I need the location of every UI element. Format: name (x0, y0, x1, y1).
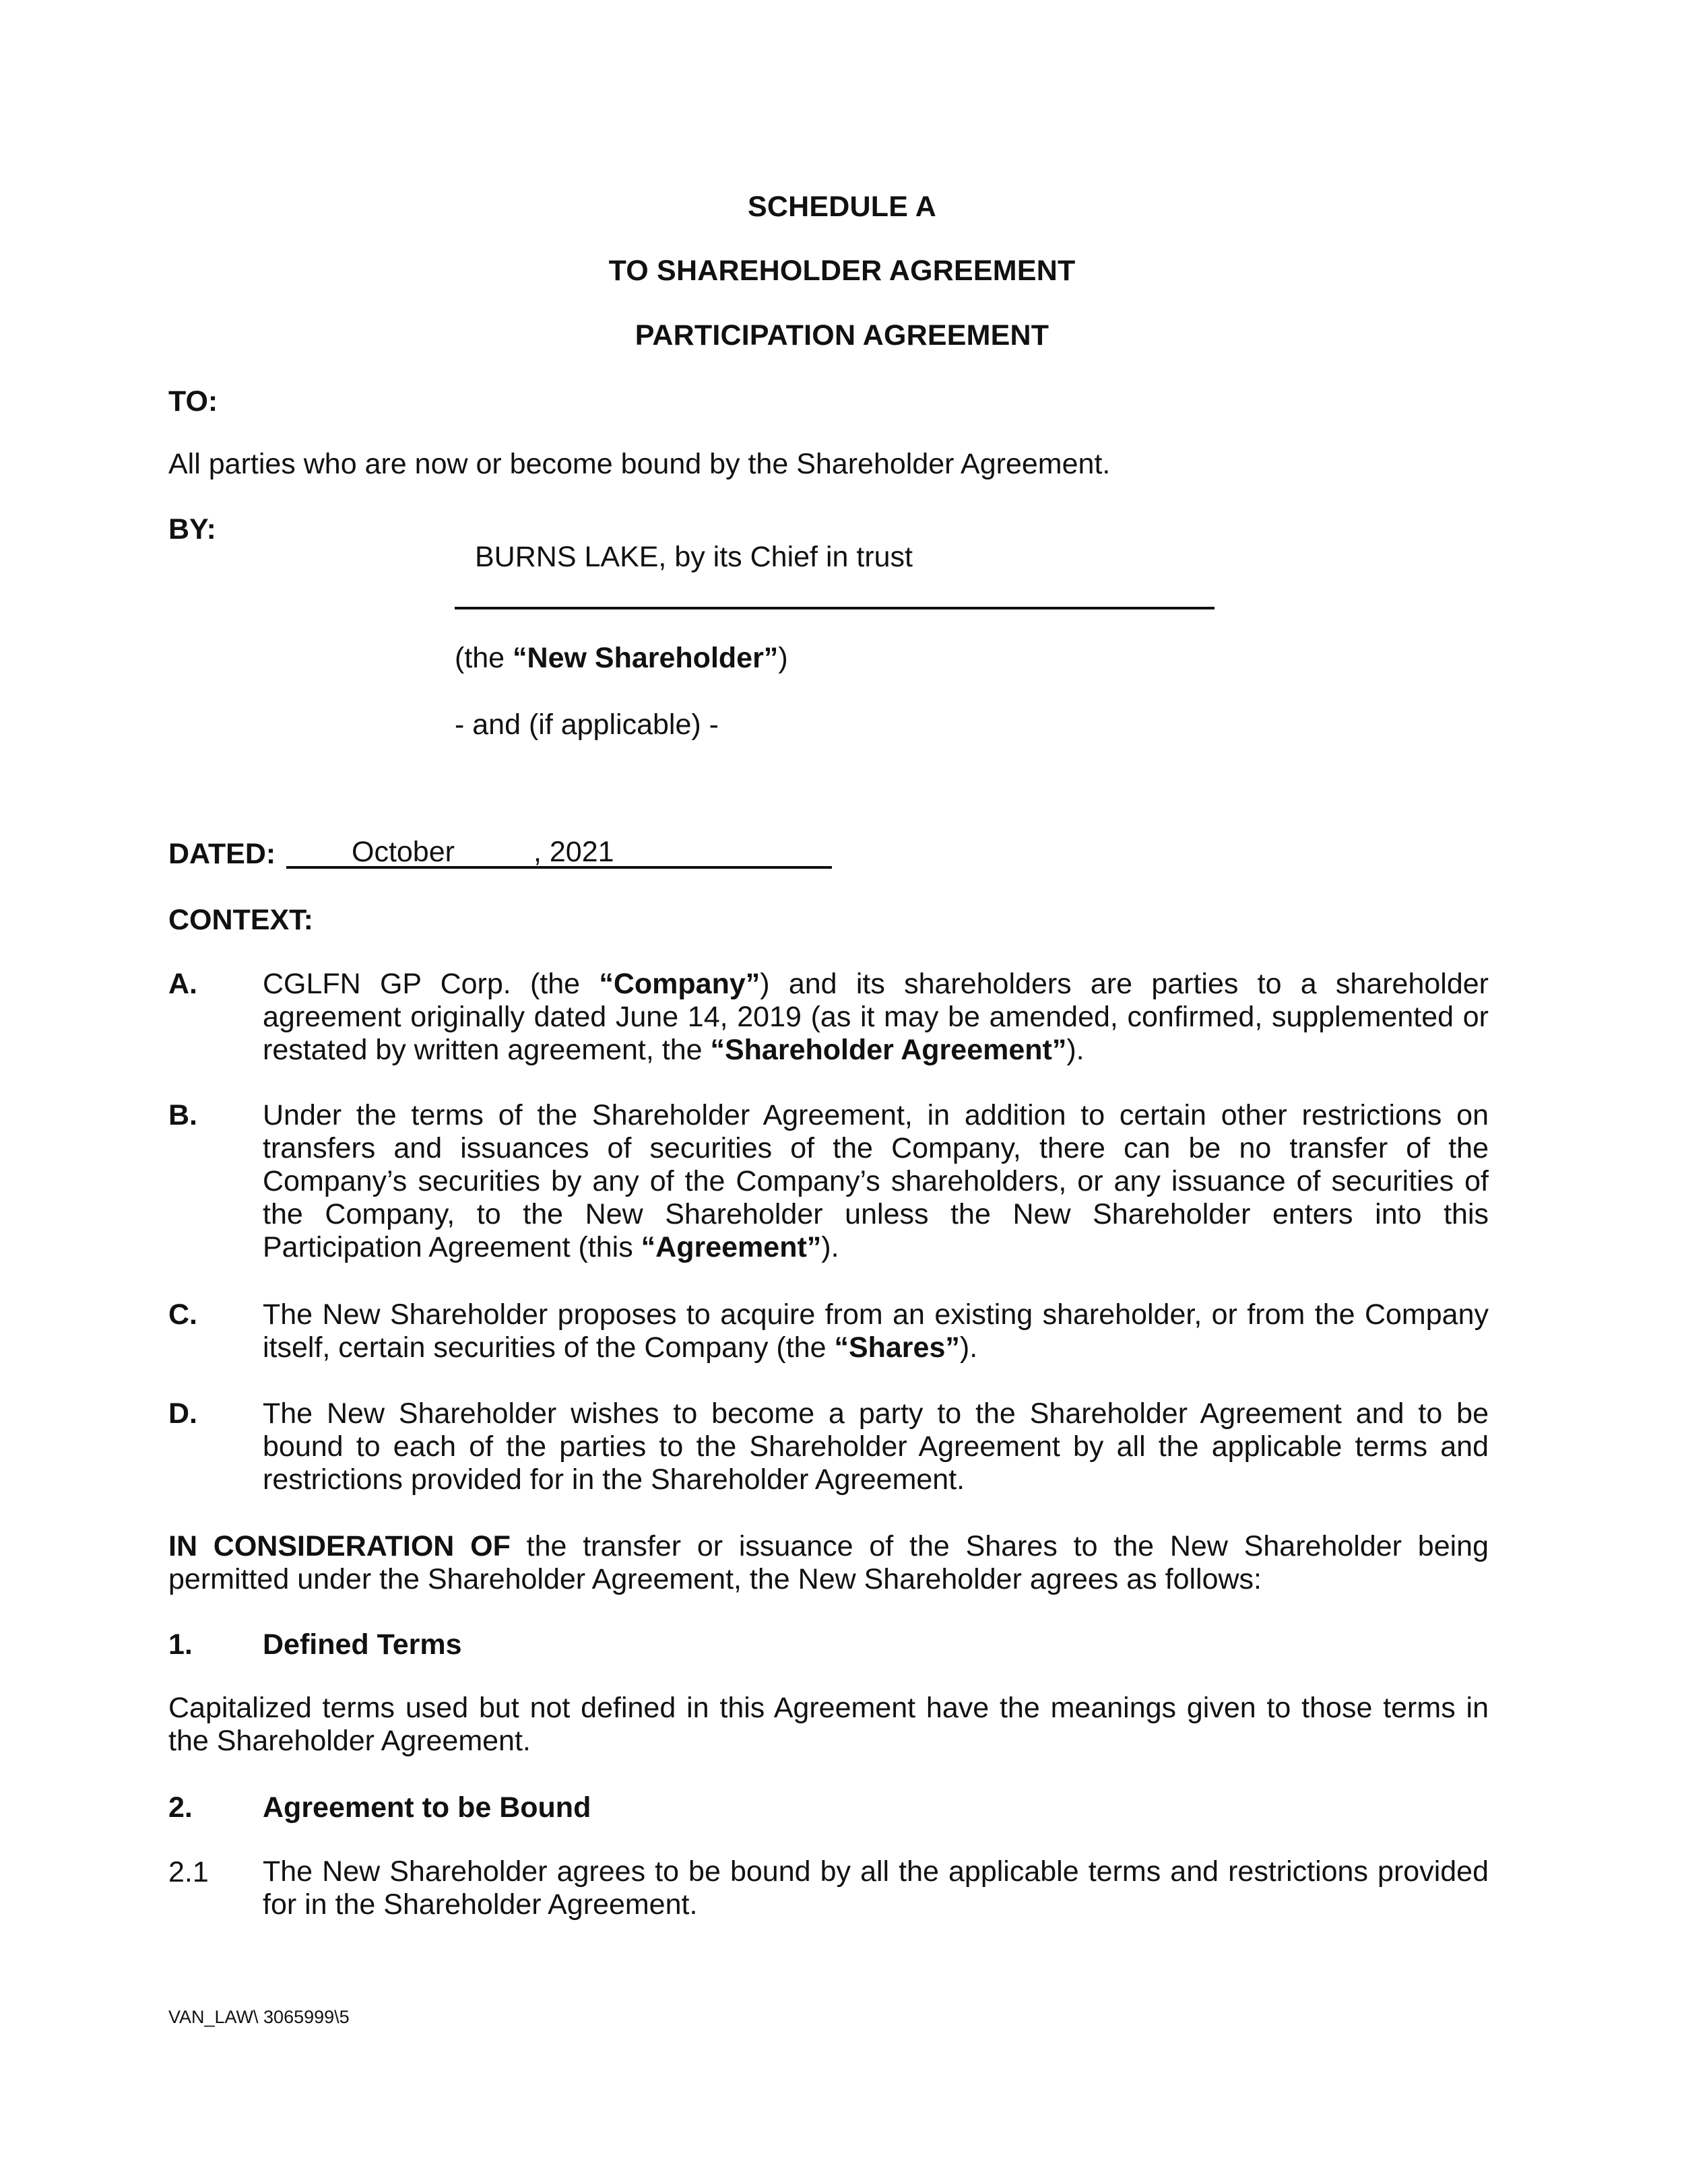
recital-b-text (263, 1099, 1489, 1264)
section-2-number: 2. (168, 1791, 193, 1824)
agreement-subheading: TO SHAREHOLDER AGREEMENT (608, 255, 1076, 287)
recital-a-term-shareholder-agreement: “Shareholder Agreement” (710, 1034, 1067, 1066)
recital-a-letter: A. (168, 968, 197, 1000)
recital-c-term-shares: “Shares” (834, 1331, 960, 1364)
recital-a-text (263, 968, 1489, 1067)
and-if-applicable: - and (if applicable) - (455, 708, 719, 741)
to-label: TO: (168, 385, 218, 418)
section-2-title: Agreement to be Bound (263, 1791, 591, 1824)
recital-c-part1: The New Shareholder proposes to acquire from an existing shareholder, or from the Company itself, certain securities of the Company (the (263, 1298, 1489, 1364)
recital-c-text (263, 1298, 1489, 1364)
defined-close: ) (778, 642, 788, 674)
consideration-text: the transfer or issuance of the Shares to the New Shareholder being permitted under the Shareholder Agreement, the New Shareholder agrees as follows: (168, 1530, 1489, 1595)
recital-b-letter: B. (168, 1099, 197, 1131)
context-label: CONTEXT: (168, 904, 313, 936)
dated-label: DATED: (168, 838, 276, 870)
recital-b-term-agreement: “Agreement” (641, 1231, 822, 1263)
participation-heading: PARTICIPATION AGREEMENT (635, 319, 1049, 352)
recital-a-term-company: “Company” (599, 968, 760, 1000)
defined-open: (the (455, 642, 513, 674)
section-1-title: Defined Terms (263, 1628, 462, 1661)
recital-a-part3: ). (1066, 1034, 1084, 1066)
recital-b-part2: ). (821, 1231, 839, 1263)
to-text: All parties who are now or become bound by the Shareholder Agreement. (168, 448, 1111, 480)
recital-d-text: The New Shareholder wishes to become a party to the Shareholder Agreement and to be bound to each of the parties to the Shareholder Agreement by all the applicable terms and restrictions provided for in the Shareholder Agreement. (263, 1397, 1489, 1496)
by-label: BY: (168, 513, 216, 545)
recital-d-letter: D. (168, 1397, 197, 1430)
recital-c-letter: C. (168, 1298, 197, 1331)
recital-b-part1: Under the terms of the Shareholder Agreement, in addition to certain other restrictions on transfers and issuances of securities of the Company, there can be no transfer of the Company’s securities by any of the Company’s shareholders, or any issuance of securities of the Company, to the New Shareholder unless the New Shareholder enters into this Participation Agreement (this (263, 1099, 1489, 1263)
party-name: BURNS LAKE, by its Chief in trust (475, 541, 913, 573)
section-2-1-text: The New Shareholder agrees to be bound by all the applicable terms and restrictions provided for in the Shareholder Agreement. (263, 1855, 1489, 1921)
section-1-text: Capitalized terms used but not defined in this Agreement have the meanings given to those terms in the Shareholder Agreement. (168, 1692, 1489, 1757)
date-month: October (352, 836, 455, 868)
signature-line (455, 607, 1215, 609)
schedule-heading: SCHEDULE A (748, 191, 936, 223)
date-year: , 2021 (533, 836, 614, 868)
recital-a-part2: ) and its shareholders are parties to a shareholder agreement originally dated June 14, 2019 (as it may be amended, confirmed, supplemented or restated by written agreement, the (263, 968, 1489, 1066)
section-1-number: 1. (168, 1628, 193, 1661)
consideration-clause (168, 1530, 1489, 1596)
section-2-1-number: 2.1 (168, 1856, 209, 1888)
defined-term: “New Shareholder” (513, 642, 779, 674)
consideration-lead: IN CONSIDERATION OF (168, 1530, 511, 1562)
recital-c-part2: ). (959, 1331, 978, 1364)
document-reference: VAN_LAW\ 3065999\5 (168, 2007, 350, 2027)
defined-new-shareholder (455, 641, 788, 675)
recital-a-part1: CGLFN GP Corp. (the (263, 968, 600, 1000)
